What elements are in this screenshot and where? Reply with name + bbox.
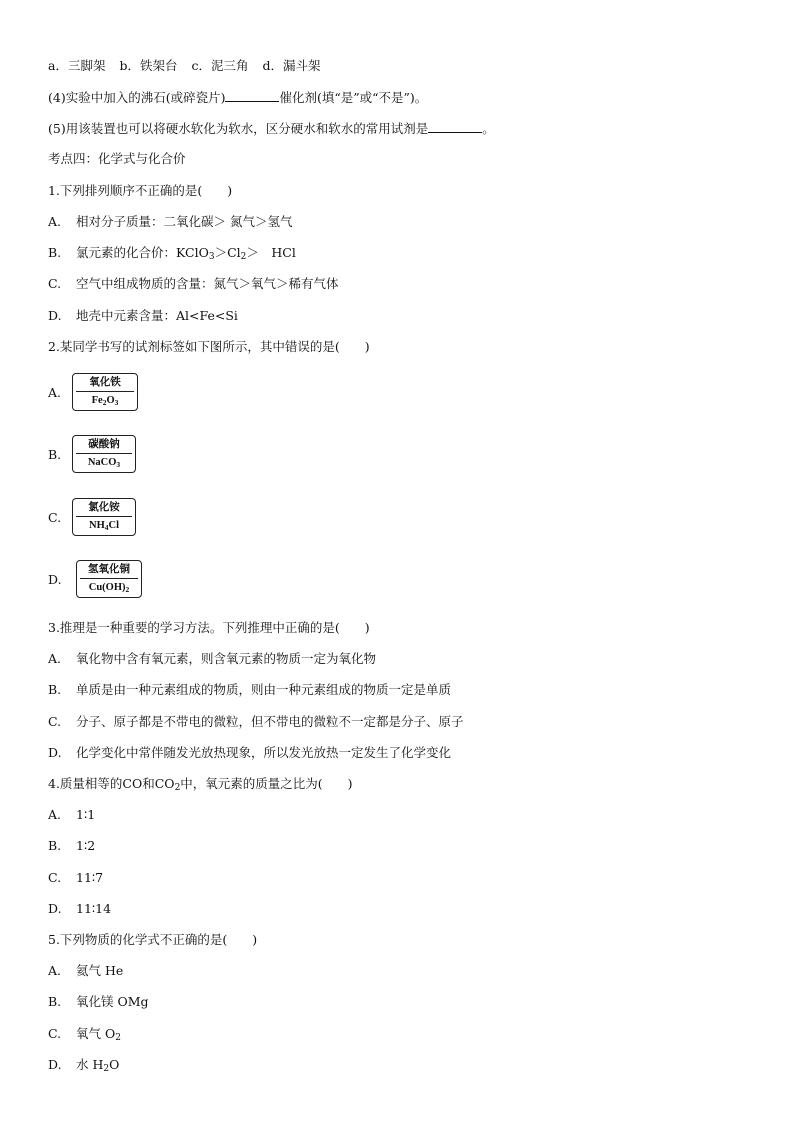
q4-option-a: A. 1∶1 bbox=[48, 807, 96, 822]
q3-option-d: D. 化学变化中常伴随发光放热现象，所以发光放热一定发生了化学变化 bbox=[48, 745, 452, 760]
q5-option-d: D. 水 $H_2O$ bbox=[48, 1057, 120, 1074]
reagent-label-d: 氢氧化铜 $Cu(OH)_2$ bbox=[76, 560, 142, 598]
q4-option-c: C. 11∶7 bbox=[48, 870, 104, 885]
q3-option-a: A. 氧化物中含有氧元素，则含氧元素的物质一定为氧化物 bbox=[48, 651, 377, 666]
section-title: 考点四：化学式与化合价 bbox=[48, 151, 186, 166]
option-a: a．三脚架 bbox=[48, 58, 106, 73]
question-1-stem: 1.下列排列顺序不正确的是( ) bbox=[48, 183, 233, 198]
option-b: b．铁架台 bbox=[119, 58, 178, 73]
answer-blank[interactable] bbox=[225, 89, 279, 102]
question-5-stem: 5.下列物质的化学式不正确的是( ) bbox=[48, 932, 258, 947]
q1-option-c: C. 空气中组成物质的含量：氮气＞氧气＞稀有气体 bbox=[48, 276, 339, 291]
q4-option-d: D. 11∶14 bbox=[48, 901, 112, 916]
q3-option-c: C. 分子、原子都是不带电的微粒，但不带电的微粒不一定都是分子、原子 bbox=[48, 714, 464, 729]
subquestion-4: (4)实验中加入的沸石(或碎瓷片) 催化剂(填“是”或“不是”)。 bbox=[48, 90, 428, 105]
option-c: c．泥三角 bbox=[191, 58, 249, 73]
answer-blank[interactable] bbox=[428, 120, 482, 133]
reagent-label-a: 氧化铁 $Fe_2O_3$ bbox=[72, 373, 138, 411]
reagent-label-b: 碳酸钠 NaCO$_3$ bbox=[72, 435, 136, 473]
q4-option-b: B. 1∶2 bbox=[48, 838, 96, 853]
q5-option-c: C. 氧气 $O_2$ bbox=[48, 1026, 121, 1043]
q2-option-d-label: D. bbox=[48, 572, 62, 587]
q2-option-b-label: B. bbox=[48, 447, 62, 462]
apparatus-options-line bbox=[48, 58, 320, 74]
q2-option-a-label: A. bbox=[48, 385, 62, 400]
question-3-stem: 3.推理是一种重要的学习方法。下列推理中正确的是( ) bbox=[48, 620, 370, 635]
q3-option-b: B. 单质是由一种元素组成的物质，则由一种元素组成的物质一定是单质 bbox=[48, 682, 452, 697]
question-4-stem: 4.质量相等的CO和$CO_2$中，氧元素的质量之比为( ) bbox=[48, 776, 353, 793]
reagent-label-c: 氯化铵 $NH_4Cl$ bbox=[72, 498, 136, 536]
question-2-stem: 2.某同学书写的试剂标签如下图所示，其中错误的是( ) bbox=[48, 339, 370, 354]
option-d: d．漏斗架 bbox=[262, 58, 321, 73]
q5-option-b: B. 氧化镁 OMg bbox=[48, 994, 149, 1009]
q1-option-d: D. 地壳中元素含量：Al<Fe<Si bbox=[48, 308, 238, 323]
q2-option-c-label: C. bbox=[48, 510, 62, 525]
q1-option-b: B. 氯元素的化合价：$KClO_3>Cl_2>$ HCl bbox=[48, 245, 296, 262]
subquestion-5: (5)用该装置也可以将硬水软化为软水，区分硬水和软水的常用试剂是 。 bbox=[48, 121, 495, 136]
q1-option-a: A. 相对分子质量：二氧化碳＞ 氮气＞氢气 bbox=[48, 214, 293, 229]
q5-option-a: A. 氦气 He bbox=[48, 963, 124, 978]
